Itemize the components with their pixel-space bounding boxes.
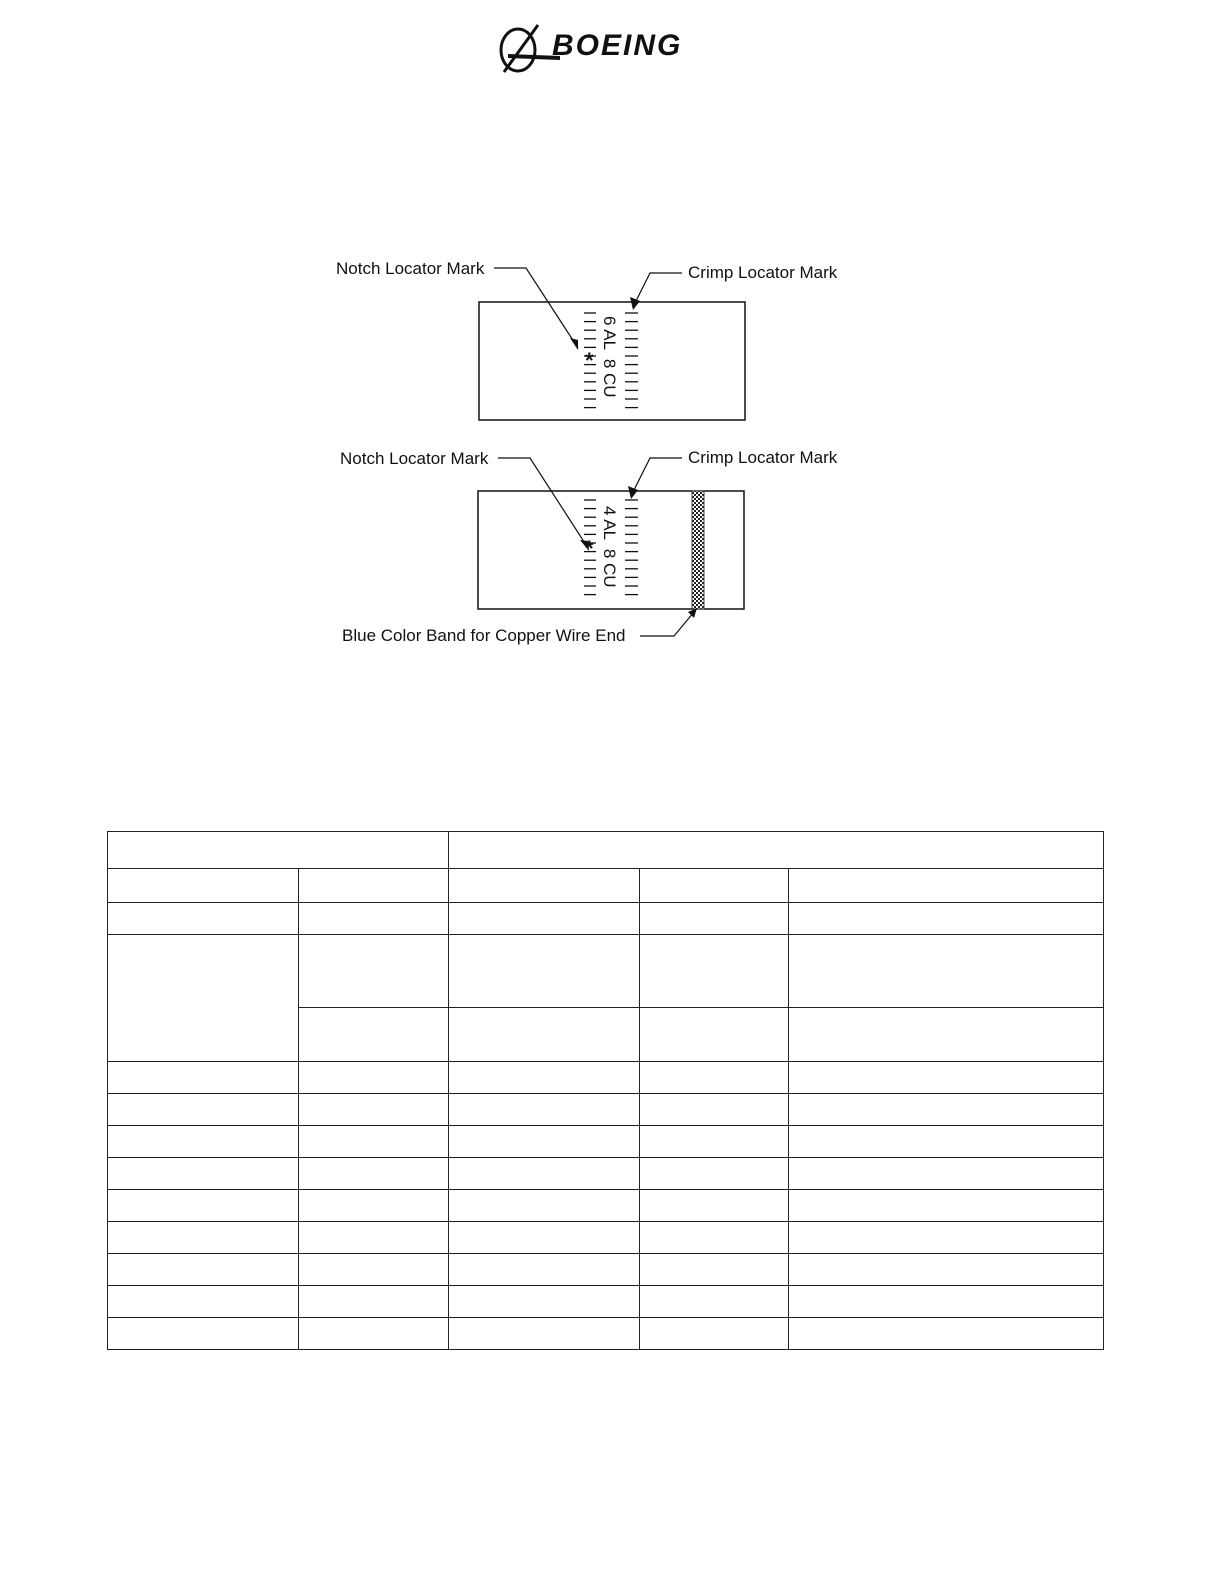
table-cell xyxy=(449,935,640,1008)
table-row xyxy=(108,1062,1104,1094)
table-cell xyxy=(640,1254,789,1286)
table-cell xyxy=(108,1222,299,1254)
table-cell xyxy=(789,1286,1104,1318)
table-row xyxy=(108,1158,1104,1190)
table-cell xyxy=(299,1158,449,1190)
splice-1-crimp-arrow-icon xyxy=(630,297,640,310)
table-cell xyxy=(449,1126,640,1158)
table-cell xyxy=(299,1062,449,1094)
table-cell xyxy=(449,1062,640,1094)
table-cell xyxy=(449,1094,640,1126)
table-cell xyxy=(640,1008,789,1062)
table-cell xyxy=(299,1094,449,1126)
table-cell xyxy=(640,1062,789,1094)
table-cell xyxy=(789,935,1104,1008)
table-cell xyxy=(789,1094,1104,1126)
table-cell xyxy=(789,1254,1104,1286)
table-cell xyxy=(789,1008,1104,1062)
splice-2-band-leader xyxy=(640,612,694,636)
table-cell xyxy=(108,1254,299,1286)
splice-2 xyxy=(340,448,838,645)
table-cell xyxy=(299,1126,449,1158)
table-cell xyxy=(789,1062,1104,1094)
table-cell xyxy=(108,1126,299,1158)
table-cell xyxy=(789,869,1104,903)
table-cell xyxy=(789,1158,1104,1190)
splice-2-crimp-arrow-icon xyxy=(628,486,638,499)
splice-1-ticks-right xyxy=(625,313,638,408)
table-row xyxy=(108,1254,1104,1286)
splice-1-notch-arrow-icon xyxy=(570,338,578,350)
table-cell xyxy=(789,903,1104,935)
table-row xyxy=(108,1094,1104,1126)
table-cell xyxy=(789,1126,1104,1158)
table-cell xyxy=(299,935,449,1008)
table-cell xyxy=(108,1062,299,1094)
table-subheader-row xyxy=(108,869,1104,903)
table-cell xyxy=(449,1286,640,1318)
table-cell xyxy=(640,1190,789,1222)
table-cell xyxy=(449,1158,640,1190)
splice-2-crimp-label: Crimp Locator Mark xyxy=(688,448,838,467)
table-cell xyxy=(108,1158,299,1190)
splice-2-notch-label: Notch Locator Mark xyxy=(340,449,489,468)
table-row xyxy=(108,1286,1104,1318)
table-cell xyxy=(640,1126,789,1158)
table-row xyxy=(108,1126,1104,1158)
table-cell xyxy=(640,903,789,935)
table-cell xyxy=(108,1286,299,1318)
table-cell xyxy=(108,869,299,903)
table-cell xyxy=(789,1190,1104,1222)
table-cell xyxy=(299,903,449,935)
table-cell xyxy=(449,1254,640,1286)
table-cell xyxy=(640,869,789,903)
splice-data-table xyxy=(107,831,1104,1350)
splice-1 xyxy=(336,259,838,420)
table-cell xyxy=(108,1190,299,1222)
logo-text: BOEING xyxy=(552,29,683,62)
table-cell xyxy=(299,1254,449,1286)
table-cell xyxy=(640,1222,789,1254)
splice-2-star: * xyxy=(585,536,594,561)
table-header-cell xyxy=(108,832,449,869)
splice-2-crimp-leader xyxy=(632,458,682,494)
splice-2-ticks-right xyxy=(625,500,638,595)
table-cell xyxy=(449,1318,640,1350)
table-cell xyxy=(299,1318,449,1350)
table-cell xyxy=(640,1286,789,1318)
table-cell xyxy=(108,1094,299,1126)
table-cell xyxy=(299,1286,449,1318)
splice-marking-figure xyxy=(0,0,1223,700)
table-cell xyxy=(449,1222,640,1254)
table-cell xyxy=(108,935,299,1062)
splice-2-marking: 4 AL 8 CU xyxy=(600,506,619,588)
table-cell xyxy=(299,1008,449,1062)
table-cell xyxy=(789,1318,1104,1350)
table-cell xyxy=(299,1222,449,1254)
table-row xyxy=(108,935,1104,1008)
table-cell xyxy=(449,1008,640,1062)
splice-1-notch-label: Notch Locator Mark xyxy=(336,259,485,278)
table-cell xyxy=(640,1318,789,1350)
table-header-row xyxy=(108,832,1104,869)
table-cell xyxy=(640,1158,789,1190)
splice-1-notch-leader xyxy=(494,268,578,348)
splice-2-band-label: Blue Color Band for Copper Wire End xyxy=(342,626,626,645)
table-row xyxy=(108,903,1104,935)
table-cell xyxy=(640,935,789,1008)
table-row xyxy=(108,1318,1104,1350)
table-cell xyxy=(789,1222,1104,1254)
table-cell xyxy=(108,1318,299,1350)
table-cell xyxy=(108,903,299,935)
table-header-cell xyxy=(449,832,1104,869)
splice-1-star: * xyxy=(585,348,594,373)
table-row xyxy=(108,1190,1104,1222)
splice-1-crimp-label: Crimp Locator Mark xyxy=(688,263,838,282)
splice-1-crimp-leader xyxy=(634,273,682,305)
table-cell xyxy=(449,1190,640,1222)
table-cell xyxy=(449,903,640,935)
table-cell xyxy=(640,1094,789,1126)
table-cell xyxy=(449,869,640,903)
splice-2-color-band xyxy=(692,491,704,609)
table-cell xyxy=(299,1190,449,1222)
splice-1-marking: 6 AL 8 CU xyxy=(600,316,619,398)
table-cell xyxy=(299,869,449,903)
table-row xyxy=(108,1222,1104,1254)
splice-2-notch-leader xyxy=(498,458,588,548)
